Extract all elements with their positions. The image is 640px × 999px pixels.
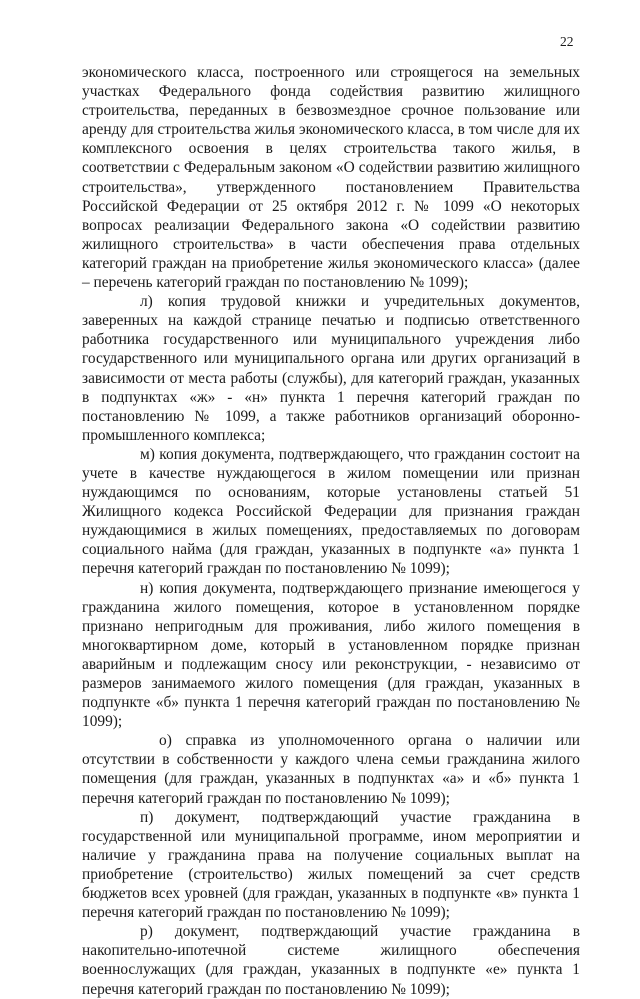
paragraph-p: п) документ, подтверждающий участие гражданина в государственной или муниципальной программе, ином мероприятии и наличие у гражданина права на получение социальных выплат на приобретение (строительство) жилых помещений за счет средств бюджетов всех уровней (для граждан, указанных в подпункте «в» пункта 1 перечня категорий граждан по постановлению № 1099); — [82, 808, 580, 922]
document-body — [82, 63, 580, 999]
paragraph-m: м) копия документа, подтверждающего, что гражданин состоит на учете в качестве нуждающегося в жилом помещении или признан нуждающимся по основаниям, которые установлены статьей 51 Жилищного кодекса Российской Федерации для признания граждан нуждающимися в жилых помещениях, предоставляемых по договорам социального найма (для граждан, указанных в подпункте «а» пункта 1 перечня категорий граждан по постановлению № 1099); — [82, 445, 580, 578]
page-number: 22 — [560, 34, 574, 49]
paragraph-continuation: экономического класса, построенного или строящегося на земельных участках Федерального фонда содействия развитию жилищного строительства, переданных в безвозмездное срочное пользование или аренду для строительства жилья экономического класса, в том числе для их комплексного освоения в целях строительства такого жилья, в соответствии с Федеральным законом «О содействии развитию жилищного строительства», утвержденного постановлением Правительства Российской Федерации от 25 октября 2012 г. № 1099 «О некоторых вопросах реализации Федерального закона «О содействии развитию жилищного строительства» в части обеспечения права отдельных категорий граждан на приобретение жилья экономического класса» (далее – перечень категорий граждан по постановлению № 1099); — [82, 64, 580, 292]
paragraph-r: р) документ, подтверждающий участие гражданина в накопительно-ипотечной системе жилищного обеспечения военнослужащих (для граждан, указанных в подпункте «е» пункта 1 перечня категорий граждан по постановлению № 1099); — [82, 923, 580, 998]
paragraph-l: л) копия трудовой книжки и учредительных документов, заверенных на каждой странице печатью и подписью ответственного работника государственного или муниципального учреждения либо государственного или муниципального органа или других организаций в зависимости от места работы (службы), для категорий граждан, указанных в подпунктах «ж» - «н» пункта 1 перечня категорий граждан по постановлению № 1099, а также работников организаций оборонно-промышленного комплекса; — [82, 293, 580, 444]
paragraph-n: н) копия документа, подтверждающего признание имеющегося у гражданина жилого помещения, которое в установленном порядке признано непригодным для проживания, либо жилого помещения в многоквартирном доме, который в установленном порядке признан аварийным и подлежащим сносу или реконструкции, - независимо от размеров занимаемого жилого помещения (для граждан, указанных в подпункте «б» пункта 1 перечня категорий граждан по постановлению № 1099); — [82, 579, 580, 731]
paragraph-o: о) справка из уполномоченного органа о наличии или отсутствии в собственности у каждого члена семьи гражданина жилого помещения (для граждан, указанных в подпунктах «а» и «б» пункта 1 перечня категорий граждан по постановлению № 1099); — [82, 732, 580, 807]
